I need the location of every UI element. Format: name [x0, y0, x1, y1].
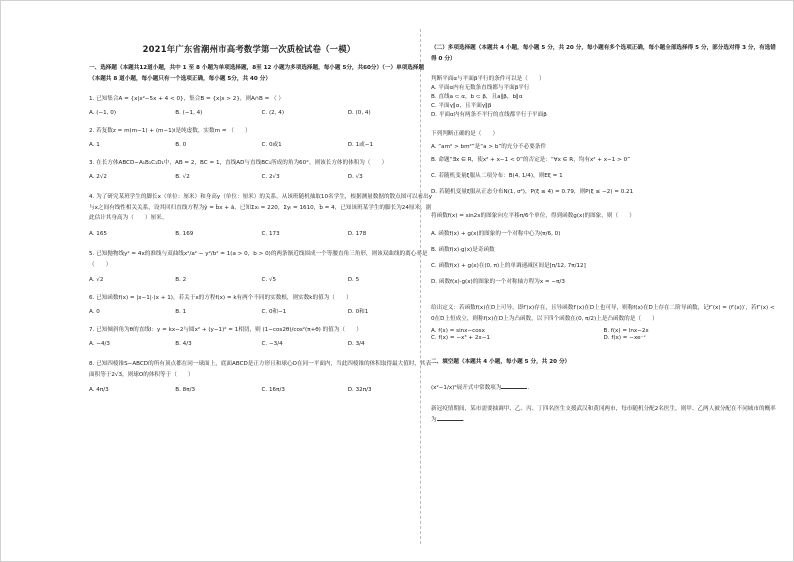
question-3: [89, 160, 434, 181]
option-d: D. 178: [347, 231, 367, 238]
option-a: A. 2√2: [89, 174, 107, 181]
option-c: C. 16π/3: [261, 387, 285, 394]
options-list: [431, 144, 776, 196]
option-b: B. 169: [175, 231, 194, 238]
option-d: D. 32π/3: [347, 387, 372, 394]
option-d: D. 函数f(x)·g(x)的图象的一个对称轴方程为x = −π/3: [431, 279, 565, 286]
question-14: [431, 404, 776, 425]
question-text: 新冠疫情期间，某市需要抽调甲、乙、丙、丁四名医生支援武汉和黄冈两市，每市随机分配2名医生，则甲、乙两人被分配在不同城市的概率为: [431, 406, 776, 423]
option-a: A. 4π/3: [89, 387, 109, 394]
option-a: A. 平面α内有无数条直线都与平面β平行: [431, 85, 530, 92]
options-list: [431, 231, 776, 286]
option-b: B. 8π/3: [175, 387, 196, 394]
option-b: B. √2: [175, 174, 190, 181]
question-stem: 2. 若复数z = m(m−1) + (m−1)i是纯虚数，实数m = （ ）: [89, 128, 251, 135]
question-7: [89, 327, 434, 348]
question-stem: 判断平面α与平面β平行的条件可以是（ ）: [431, 76, 545, 83]
option-c: C. f(x) = −x³ + 2x−1: [431, 335, 490, 342]
option-c: C. −3/4: [261, 341, 283, 348]
option-c: C. 0或1: [261, 142, 282, 149]
question-10: [431, 131, 776, 196]
section-choice-heading: 一、选择题（本题共12道小题，共中 1 至 8 小题为单项选择题，8至 12 小题为多项选择题，每小题 5分，共60分）（一）单项选择题（本题共 8 道小题，每小题只有一个选项正确，每小题 5分，共 40 分）: [89, 65, 425, 82]
section-fill-heading: 二、填空题（本题共 4 小题，每小题 5 分，共 20 分）: [431, 359, 571, 366]
option-d: D. 1或−1: [347, 142, 374, 149]
options-grid: [431, 328, 776, 342]
question-13: [431, 383, 776, 392]
option-d: D. f(x) = −xe⁻ˣ: [603, 335, 646, 342]
question-text-end: .: [527, 385, 530, 392]
option-d: D. √3: [347, 174, 363, 181]
option-c: C. 函数f(x) + g(x)在(0, π)上的单调递减区间是[π/12, 7π/12]: [431, 263, 586, 270]
question-stem: [431, 383, 776, 392]
option-b: B. 1: [175, 309, 187, 316]
options-row: [89, 231, 434, 238]
option-d: D. 5: [347, 277, 360, 284]
option-a: A. −4/3: [89, 341, 110, 348]
option-a: A. “am² > bm²”是“a > b”的充分不必要条件: [431, 144, 547, 151]
option-b: B. 4/3: [175, 341, 192, 348]
question-stem: [431, 404, 776, 425]
option-b: B. 2: [175, 277, 187, 284]
option-d: D. 3/4: [347, 341, 365, 348]
question-stem: 8. 已知四棱锥S−ABCD的所有顶点都在同一球面上，底面ABCD是正方形且和球心O在同一平面内，当此四棱锥的体积取得最大值时，其表面积等于2√3，则球O的体积等于（ ）: [89, 361, 432, 378]
right-column: [431, 43, 776, 425]
answer-blank[interactable]: [501, 383, 530, 392]
options-row: [89, 174, 434, 181]
option-c: C. 平面γ∥α，且平面γ∥β: [431, 103, 492, 110]
option-b: B. 命题“∃x ∈ R，使x² + x−1 < 0”的否定是：“∀x ∈ R，均有x² + x−1 > 0”: [431, 157, 631, 164]
question-stem: 7. 已知倾斜角为θ的直线l：y = kx−2与圆x² + (y−1)² = 1相切，则 (1−cos2θ)/cos²(π+θ) 的值为（ ）: [89, 327, 362, 334]
question-1: [89, 96, 434, 117]
option-c: C. 2√3: [261, 174, 280, 181]
question-stem: 给出定义：若函数f(x)在D上可导，即f′(x)存在，且导函数f′(x)在D上也可导，则称f(x)在D上存在二阶导函数，记f″(x) = (f′(x))′，若f″(x) < 0在D上恒成立，则称f(x)在D上为凸函数，以下四个函数在(0, π/2)上是凸函数的是（ ）: [431, 305, 777, 322]
option-a: A. 函数f(x) + g(x)的图象的一个对称中心为(π/6, 0): [431, 231, 561, 238]
question-stem: 5. 已知抛物线y² = 4x的准线与双曲线x²/a² − y²/b² = 1(a > 0，b > 0)的两条渐近线围成一个等腰直角三角形，则该双曲线的离心率是（ ）: [89, 251, 428, 268]
option-a: A. 1: [89, 142, 100, 149]
question-text: (x²−1/x)⁶展开式中常数项为: [431, 385, 502, 392]
question-2: [89, 128, 434, 149]
question-5: [89, 249, 434, 284]
option-b: B. (−1, 4): [175, 110, 203, 117]
options-row: [89, 341, 434, 348]
option-c: C. 173: [261, 231, 280, 238]
options-list: [431, 85, 776, 119]
option-a: A. f(x) = sinx−cosx: [431, 328, 485, 335]
question-text-end: .: [462, 416, 465, 423]
options-row: [89, 142, 434, 149]
option-a: A. 165: [89, 231, 107, 238]
option-b: B. 直线a ⊂ α，b ⊂ β，且a∥β，b∥α: [431, 94, 523, 101]
question-12: [431, 303, 776, 342]
answer-blank[interactable]: [437, 415, 463, 421]
question-11: [431, 213, 776, 286]
option-a: A. (−1, 0): [89, 110, 117, 117]
option-c: C. 0和−1: [261, 309, 287, 316]
option-b: B. 0: [175, 142, 187, 149]
section-multi-heading: （二）多项选择题（本题共 4 小题，每小题 5 分，共 20 分，每小题有多个选项正确，每小题全部选择得 5 分，部分选对得 3 分，有选错得 0 分）: [431, 45, 776, 62]
question-stem: 3. 在长方体ABCD−A₁B₁C₁D₁中，AB = 2，BC = 1，直线AD与直线BC₁所成的角为60°，则该长方体的体积为（ ）: [89, 160, 388, 167]
option-b: B. f(x) = lnx−2x: [603, 328, 649, 335]
question-stem: 将函数f(x) = sin2x的图象向左平移π/6个单位，得到函数g(x)的图象，则（ ）: [431, 213, 635, 220]
option-c: C. (2, 4): [261, 110, 285, 117]
question-6: [89, 295, 434, 316]
question-9: [431, 76, 776, 119]
question-4: [89, 192, 434, 238]
options-row: [89, 387, 434, 394]
question-stem: 下列判断正确的是（ ）: [431, 131, 499, 138]
question-stem: 4. 为了研究某班学生的脚长x（单位：厘米）和身高y（单位：厘米）的关系，从该班随机抽取10名学生，根据测量数据的散点图可以看出y与x之间有线性相关关系，设其回归直线方程为ŷ = b̂x + â，已知Σxᵢ = 220，Σyᵢ = 1610，b̂ = 4，已知该班某学生的脚长为24厘米，据此估计其身高为（ ）厘米。: [89, 194, 433, 222]
option-d: D. 若随机变量ξ服从正态分布N(1, σ²)，P(ξ ≤ 4) = 0.79，则P(ξ ≤ −2) = 0.21: [431, 189, 634, 196]
option-a: A. √2: [89, 277, 104, 284]
option-d: D. 0和1: [347, 309, 369, 316]
option-c: C. √5: [261, 277, 277, 284]
question-stem: 6. 已知函数f(x) = |x−1|·(x + 1)，若关于x的方程f(x) = k有两个不同的实数根，则实数k的值为（ ）: [89, 295, 352, 302]
option-c: C. 若随机变量ξ服从二项分布：B(4, 1/4)，则Eξ = 1: [431, 173, 563, 180]
option-a: A. 0: [89, 309, 100, 316]
option-d: D. 平面α内有两条不平行的直线都平行于平面β: [431, 112, 547, 119]
option-b: B. 函数f(x)·g(x)是奇函数: [431, 247, 495, 254]
question-8: [89, 359, 434, 394]
page-title: 2021年广东省潮州市高考数学第一次质检试卷（一模）: [142, 44, 356, 54]
question-stem: 1. 已知集合A = {x|x²−5x + 4 < 0}，集合B = {x|x > 2}，则A∩B = （ ）: [89, 96, 285, 103]
options-row: [89, 309, 434, 316]
options-row: [89, 110, 434, 117]
left-column: [89, 63, 434, 394]
option-d: D. (0, 4): [347, 110, 371, 117]
options-row: [89, 277, 434, 284]
